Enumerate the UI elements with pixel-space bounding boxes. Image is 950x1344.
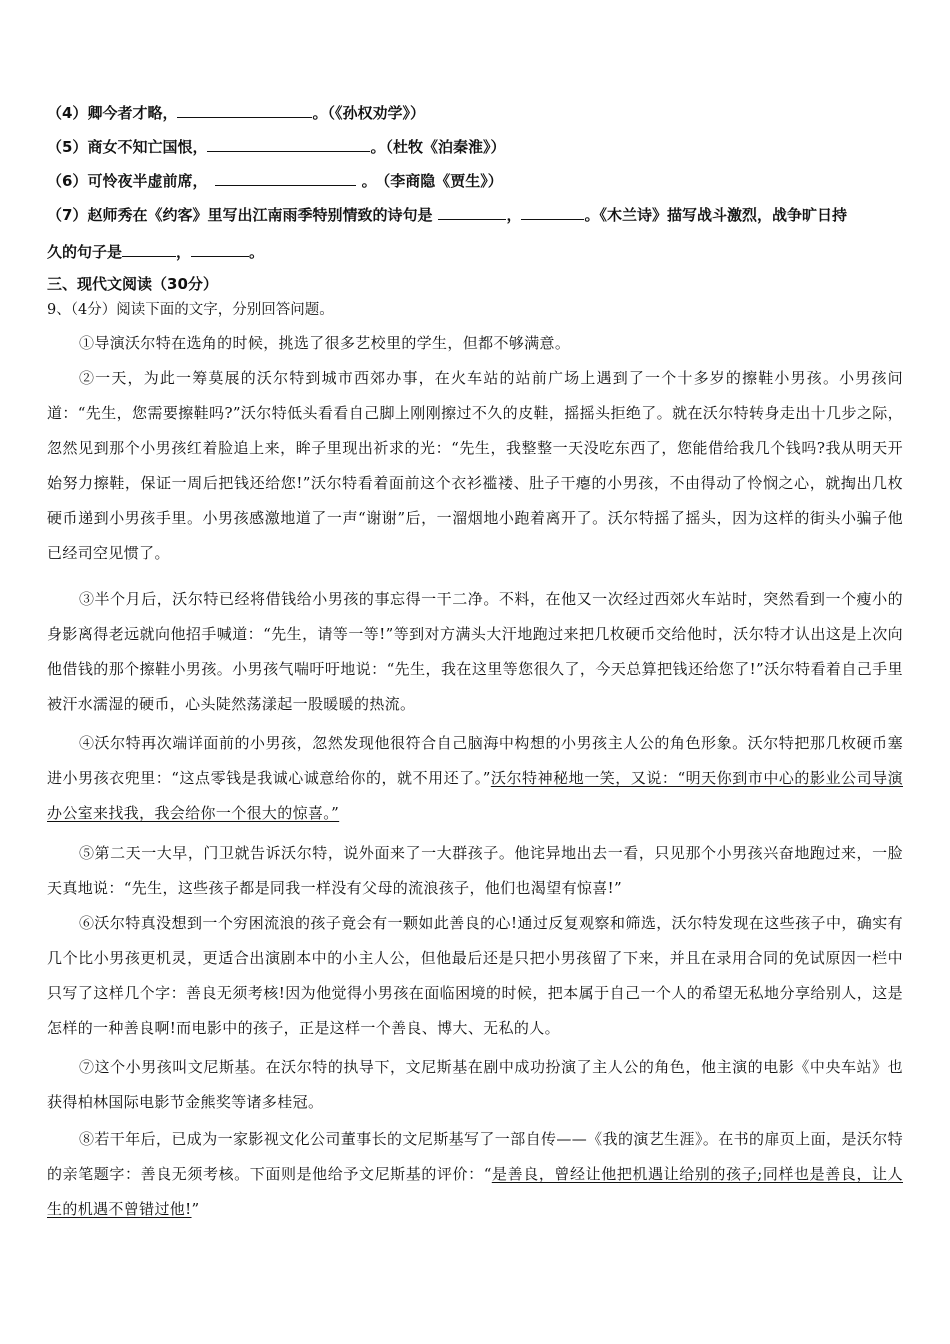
story-paragraph-3: ③半个月后，沃尔特已经将借钱给小男孩的事忘得一干二净。不料，在他又一次经过西郊火车站时，突然看到一个瘦小的身影离得老远就向他招手喊道：“先生，请等一等!”等到对方满头大汗地跑过来把几枚硬币交给他时，沃尔特才认出这是上次向他借钱的那个擦鞋小男孩。小男孩气喘吁吁地说：“先生，我在这里等您很久了，今天总算把钱还给您了!”沃尔特看着自己手里被汗水濡湿的硬币，心头陡然荡漾起一股暖暖的热流。 — [47, 590, 903, 713]
story-paragraph-8: ⑧若干年后，已成为一家影视文化公司董事长的文尼斯基写了一部自传——《我的演艺生涯》。在书的扉页上面，是沃尔特的亲笔题字：善良无须考核。下面则是他给予文尼斯基的评价：“是善良，曾经让他把机遇让给别的孩子;同样也是善良，让人生的机遇不曾错过他!” — [47, 1130, 903, 1218]
answer-blank-7b[interactable] — [521, 204, 584, 220]
underlined-sentence-8: 是善良，曾经让他把机遇让给别的孩子;同样也是善良，让人生的机遇不曾错过他! — [47, 1165, 903, 1218]
answer-blank-7d[interactable] — [191, 241, 249, 257]
answer-blank-5[interactable] — [207, 136, 370, 152]
answer-blank-4[interactable] — [177, 102, 312, 118]
section-heading: 三、现代文阅读（30分） — [47, 275, 218, 293]
story-paragraph-4: ④沃尔特再次端详面前的小男孩，忽然发现他很符合自己脑海中构想的小男孩主人公的角色形象。沃尔特把那几枚硬币塞进小男孩衣兜里：“这点零钱是我诚心诚意给你的，就不用还了。”沃尔特神秘地一笑，又说：“明天你到市中心的影业公司导演办公室来找我，我会给你一个很大的惊喜。” — [47, 734, 903, 822]
question-5: （5）商女不知亡国恨， 。（杜牧《泊秦淮》） — [47, 138, 506, 156]
answer-blank-7a[interactable] — [438, 204, 506, 220]
answer-blank-7c[interactable] — [122, 241, 176, 257]
question-7-line-1: （7）赵师秀在《约客》里写出江南雨季特别情致的诗句是 ， 。《木兰诗》描写战斗激烈，战争旷日持 — [47, 206, 847, 224]
question-6: （6）可怜夜半虚前席， 。 （李商隐《贾生》） — [47, 172, 503, 190]
story-paragraph-1: ①导演沃尔特在选角的时候，挑选了很多艺校里的学生，但都不够满意。 — [79, 334, 571, 352]
underlined-sentence-4: 沃尔特神秘地一笑，又说：“明天你到市中心的影业公司导演办公室来找我，我会给你一个很大的惊喜。” — [47, 769, 903, 822]
story-paragraph-5: ⑤第二天一大早，门卫就告诉沃尔特，说外面来了一大群孩子。他诧异地出去一看，只见那个小男孩兴奋地跑过来，一脸天真地说：“先生，这些孩子都是同我一样没有父母的流浪孩子，他们也渴望有惊喜!” — [47, 844, 903, 897]
story-paragraph-6: ⑥沃尔特真没想到一个穷困流浪的孩子竟会有一颗如此善良的心!通过反复观察和筛选，沃尔特发现在这些孩子中，确实有几个比小男孩更机灵，更适合出演剧本中的小主人公，但他最后还是只把小男孩留了下来，并且在录用合同的免试原因一栏中只写了这样几个字：善良无须考核!因为他觉得小男孩在面临困境的时候，把本属于自己一个人的希望无私地分享给别人，这是怎样的一种善良啊!而电影中的孩子，正是这样一个善良、博大、无私的人。 — [47, 914, 903, 1037]
question-4: （4）卿今者才略， 。（《孙权劝学》） — [47, 104, 425, 122]
answer-blank-6[interactable] — [215, 170, 356, 186]
question-7-line-2: 久的句子是 ， 。 — [47, 243, 265, 261]
story-paragraph-2: ②一天，为此一筹莫展的沃尔特到城市西郊办事，在火车站的站前广场上遇到了一个十多岁的擦鞋小男孩。小男孩问道：“先生，您需要擦鞋吗?”沃尔特低头看看自己脚上刚刚擦过不久的皮鞋，摇摇头拒绝了。就在沃尔特转身走出十几步之际，忽然见到那个小男孩红着脸追上来，眸子里现出祈求的光：“先生，我整整一天没吃东西了，您能借给我几个钱吗?我从明天开始努力擦鞋，保证一周后把钱还给您!”沃尔特看着面前这个衣衫褴褛、肚子干瘪的小男孩，不由得动了怜悯之心，就掏出几枚硬币递到小男孩手里。小男孩感激地道了一声“谢谢”后，一溜烟地小跑着离开了。沃尔特摇了摇头，因为这样的街头小骗子他已经司空见惯了。 — [47, 369, 903, 562]
question-9-prompt: 9、（4分）阅读下面的文字，分别回答问题。 — [47, 302, 334, 318]
story-paragraph-7: ⑦这个小男孩叫文尼斯基。在沃尔特的执导下，文尼斯基在剧中成功扮演了主人公的角色，他主演的电影《中央车站》也获得柏林国际电影节金熊奖等诸多桂冠。 — [47, 1058, 903, 1111]
